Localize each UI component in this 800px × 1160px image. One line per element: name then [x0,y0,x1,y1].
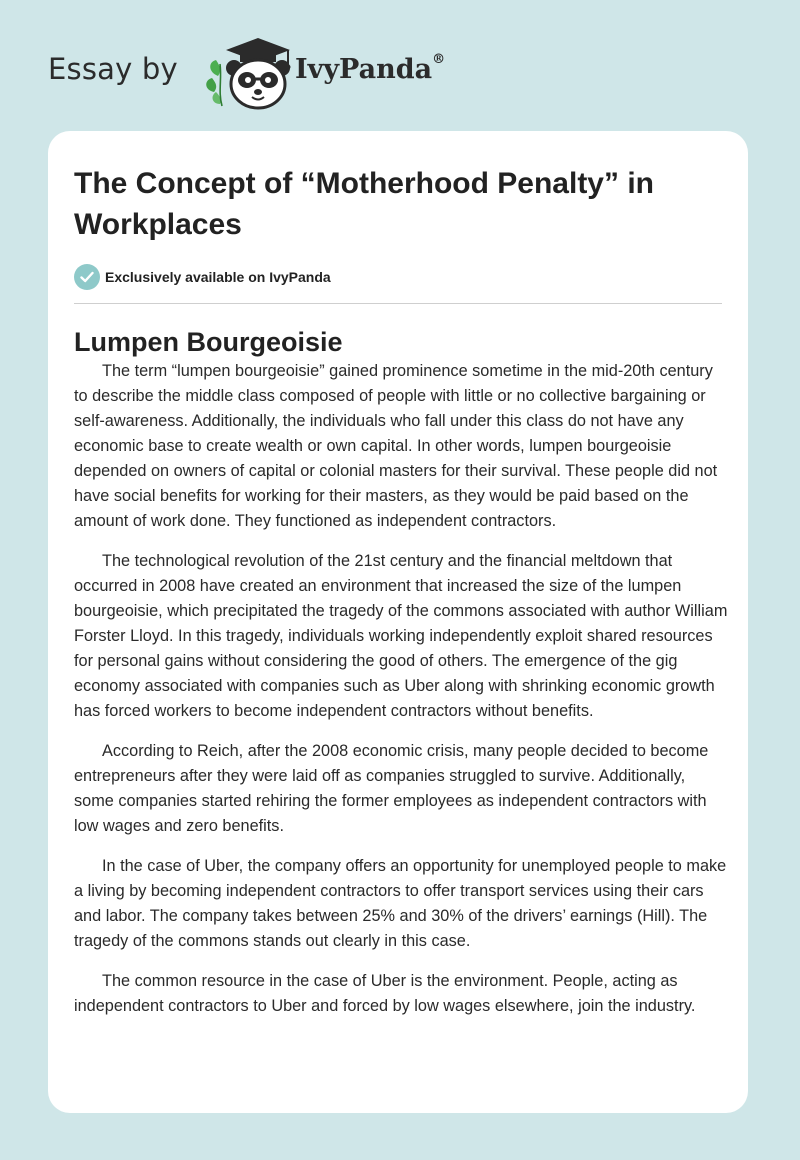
brand-name[interactable] [295,54,445,85]
divider [74,303,722,304]
paragraph: The technological revolution of the 21st century and the financial meltdown that occurred in 2008 have created an environment that increased the size of the lumpen bourgeoisie, which precipitated the tragedy of the commons associated with author William Forster Lloyd. In this tragedy, individuals working independently exploit shared resources for personal gains without considering the good of others. The emergence of the gig economy associated with companies such as Uber along with shrinking economic growth has forced workers to become independent contractors without benefits. [74,552,728,720]
essay-by-label: Essay by [48,52,178,86]
page-title: The Concept of “Motherhood Penalty” in Workplaces [74,167,654,241]
registered-mark: ® [432,52,446,67]
ivypanda-graduate-panda-icon[interactable] [200,34,296,110]
badge-text: Exclusively available on IvyPanda [105,269,331,285]
brand-label: IvyPanda [295,54,433,85]
section-title: Lumpen Bourgeoisie [74,327,343,357]
paragraph: The common resource in the case of Uber is the environment. People, acting as independent contractors to Uber and forced by low wages elsewhere, join the industry. [74,972,696,1015]
check-circle-icon [74,264,100,290]
essay-body [74,359,728,1034]
site-header [48,34,748,114]
paragraph: The term “lumpen bourgeoisie” gained prominence sometime in the mid-20th century to describe the middle class composed of people with little or no collective bargaining or self-awareness. Additionally, the individuals who fall under this class do not have any economic base to create wealth or own capital. In other words, lumpen bourgeoisie depended on owners of capital or colonial masters for their survival. These people did not have social benefits for working for their masters, as they would be paid based on the amount of work done. They functioned as independent contractors. [74,362,718,530]
paragraph: In the case of Uber, the company offers an opportunity for unemployed people to make a living by becoming independent contractors to offer transport services using their cars and labor. The company takes between 25% and 30% of the drivers’ earnings (Hill). The tragedy of the commons stands out clearly in this case. [74,857,727,950]
paragraph: According to Reich, after the 2008 economic crisis, many people decided to become entrepreneurs after they were laid off as companies struggled to survive. Additionally, some companies started rehiring the former employees as independent contractors with low wages and zero benefits. [74,742,709,835]
essay-card [48,131,748,1113]
